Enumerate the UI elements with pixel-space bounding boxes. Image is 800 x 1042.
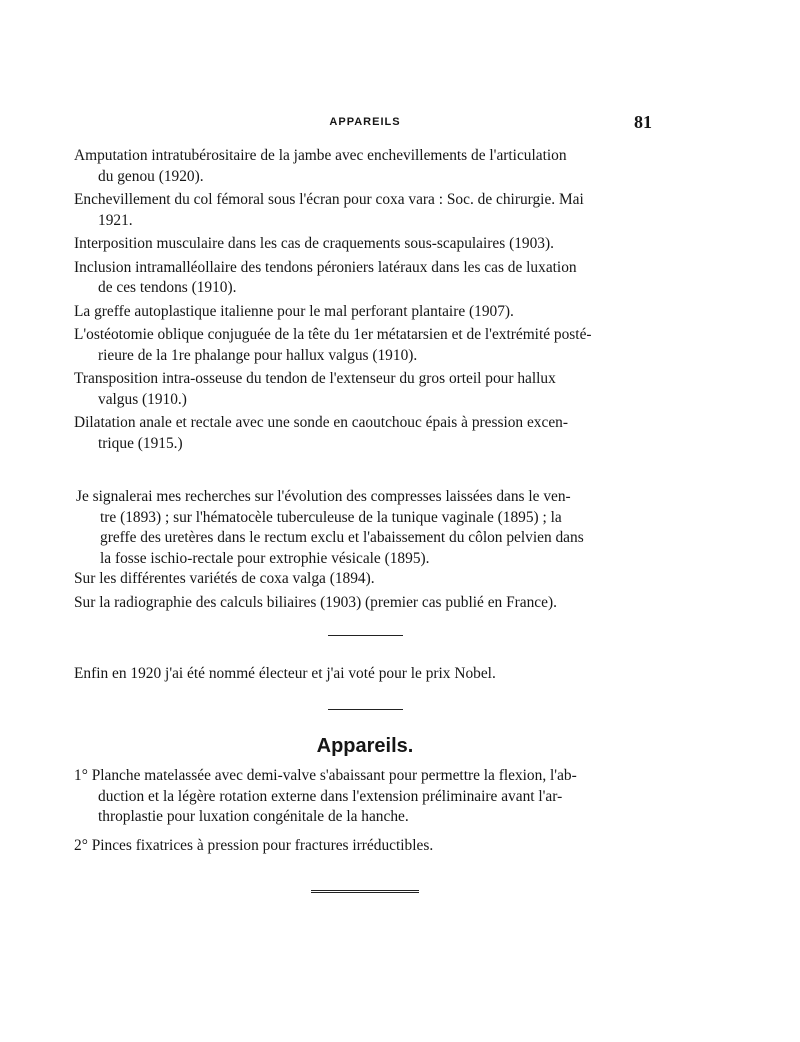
spacer <box>76 457 654 487</box>
entry-dilatation <box>76 413 654 454</box>
entry-text: Enfin en 1920 j'ai été nommé électeur et j'ai voté pour le prix Nobel. <box>74 665 496 682</box>
entry-osteotomie <box>76 325 654 366</box>
body-text <box>76 146 654 893</box>
research-line: tre (1893) ; sur l'hématocèle tuberculeuse de la tunique vaginale (1895) ; la <box>100 508 562 526</box>
entry-text: La greffe autoplastique italienne pour le mal perforant plantaire (1907). <box>74 302 514 320</box>
entry-coxa-valga <box>76 569 654 590</box>
entry-inclusion <box>76 258 654 299</box>
appareil-item-2 <box>76 836 654 857</box>
research-line: la fosse ischio-rectale pour extrophie vésicale (1895). <box>100 549 430 567</box>
entry-continuation: trique (1915.) <box>98 434 183 452</box>
entry-nobel <box>76 664 654 685</box>
research-paragraph <box>76 487 654 569</box>
entry-text: Enchevillement du col fémoral sous l'écran pour coxa vara : Soc. de chirurgie. Mai <box>74 191 584 208</box>
entry-text: Amputation intratubérositaire de la jambe avec enchevillements de l'articulation <box>74 147 567 164</box>
entry-greffe <box>76 302 654 323</box>
section-divider <box>328 635 403 636</box>
entry-continuation: de ces tendons (1910). <box>98 279 237 296</box>
research-line: greffe des uretères dans le rectum exclu et l'abaissement du côlon pelvien dans <box>100 529 584 546</box>
entry-text: Transposition intra-osseuse du tendon de l'extenseur du gros orteil pour hallux <box>74 370 556 387</box>
entry-continuation: du genou (1920). <box>98 167 204 185</box>
appareil-text: throplastie pour luxation congénitale de la hanche. <box>98 808 409 825</box>
entry-continuation: rieure de la 1re phalange pour hallux valgus (1910). <box>98 346 418 364</box>
end-rule <box>311 890 419 891</box>
entry-text: Dilatation anale et rectale avec une sonde en caoutchouc épais à pression excen- <box>74 414 568 431</box>
appareil-text: 1° Planche matelassée avec demi-valve s'abaissant pour permettre la flexion, l'ab- <box>74 767 577 784</box>
section-divider <box>328 709 403 710</box>
running-head: APPAREILS <box>329 116 401 128</box>
page-header <box>76 112 654 134</box>
entry-continuation: 1921. <box>98 211 133 229</box>
entry-amputation <box>76 146 654 187</box>
entry-enchevillement <box>76 190 654 231</box>
entry-transposition <box>76 369 654 410</box>
entry-continuation: valgus (1910.) <box>98 390 187 408</box>
appareil-text: 2° Pinces fixatrices à pression pour fractures irréductibles. <box>74 836 434 854</box>
appareil-text: duction et la légère rotation externe dans l'extension préliminaire avant l'ar- <box>98 787 563 805</box>
entry-radiographie <box>76 593 654 614</box>
research-line: Je signalerai mes recherches sur l'évolution des compresses laissées dans le ven- <box>76 488 571 505</box>
appareil-item-1 <box>76 766 654 828</box>
end-rule <box>311 892 419 893</box>
entry-text: Sur les différentes variétés de coxa valga (1894). <box>74 570 375 587</box>
section-title: Appareils. <box>316 734 414 757</box>
entry-text: Inclusion intramalléollaire des tendons péroniers latéraux dans les cas de luxation <box>74 258 577 276</box>
entry-text: L'ostéotomie oblique conjuguée de la tête du 1er métatarsien et de l'extrémité posté- <box>74 326 592 343</box>
entry-interposition <box>76 234 654 255</box>
entry-text: Sur la radiographie des calculs biliaires (1903) (premier cas publié en France). <box>74 593 557 611</box>
page-number: 81 <box>634 112 652 132</box>
entry-text: Interposition musculaire dans les cas de craquements sous-scapulaires (1903). <box>74 235 554 252</box>
